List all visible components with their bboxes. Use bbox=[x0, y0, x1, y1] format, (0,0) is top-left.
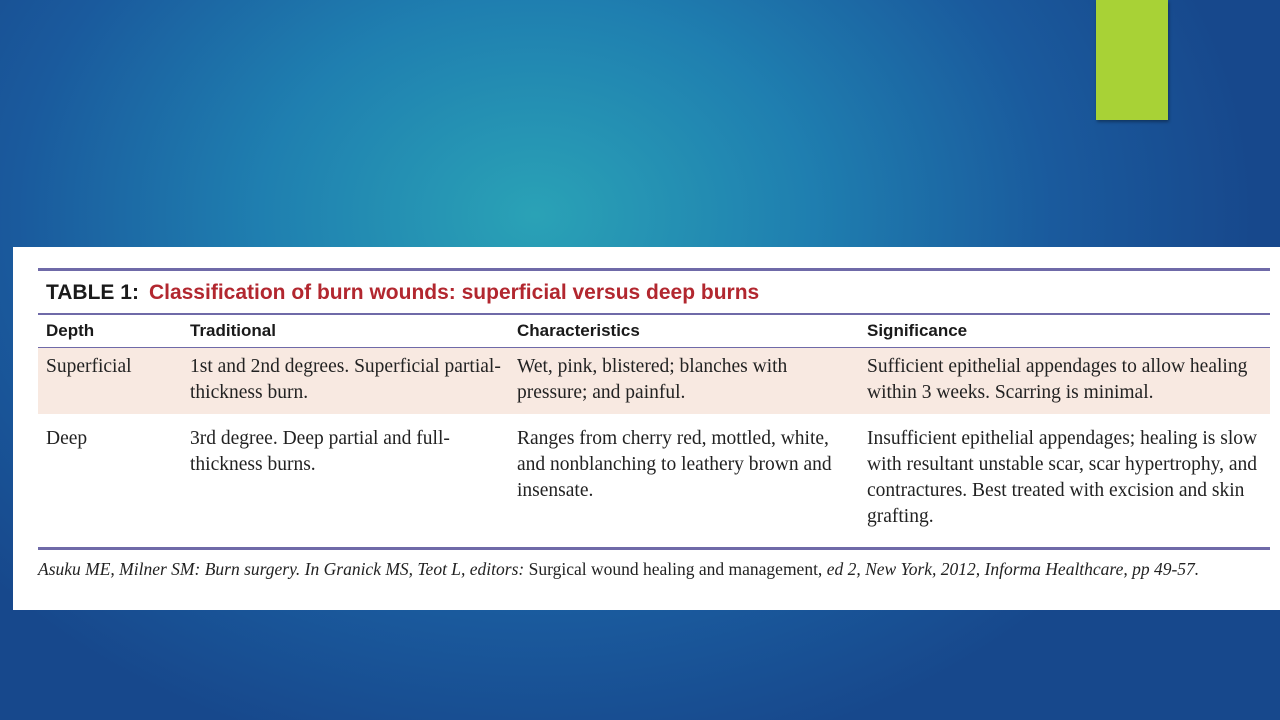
header-row bbox=[38, 315, 1270, 348]
burn-classification-table bbox=[38, 315, 1270, 547]
header-significance: Significance bbox=[859, 315, 1270, 348]
table-container bbox=[38, 268, 1270, 581]
cell-characteristics: Ranges from cherry red, mottled, white, and nonblanching to leathery brown and insensate. bbox=[517, 428, 832, 501]
citation-authors: Asuku ME, Milner SM: Burn surgery. In Granick MS, Teot L, editors: bbox=[38, 559, 525, 579]
cell-depth: Superficial bbox=[38, 348, 182, 415]
citation-book: Surgical wound healing and management, bbox=[528, 559, 823, 579]
table-image bbox=[13, 247, 1280, 610]
header-traditional: Traditional bbox=[182, 315, 509, 348]
table-label: TABLE 1: bbox=[46, 281, 139, 304]
citation-details: ed 2, New York, 2012, Informa Healthcare, pp 49-57. bbox=[826, 559, 1200, 579]
cell-traditional: 1st and 2nd degrees. Superficial partial-thickness burn. bbox=[182, 348, 509, 415]
cell-significance: Sufficient epithelial appendages to allow healing within 3 weeks. Scarring is minimal. bbox=[859, 348, 1270, 415]
source-citation bbox=[38, 550, 1270, 581]
table-row bbox=[38, 414, 1270, 547]
cell-characteristics: Wet, pink, blistered; blanches with pressure; and painful. bbox=[509, 348, 859, 415]
table-row bbox=[38, 348, 1270, 415]
cell-traditional: 3rd degree. Deep partial and full-thickness burns. bbox=[190, 428, 450, 475]
accent-bar bbox=[1096, 0, 1168, 120]
header-characteristics: Characteristics bbox=[509, 315, 859, 348]
table-caption bbox=[38, 271, 1270, 313]
cell-significance: Insufficient epithelial appendages; healing is slow with resultant unstable scar, scar hypertrophy, and contractures. Best treated with excision and skin grafting. bbox=[867, 428, 1258, 527]
cell-depth: Deep bbox=[46, 428, 88, 449]
header-depth: Depth bbox=[38, 315, 182, 348]
table-title: Classification of burn wounds: superficial versus deep burns bbox=[148, 281, 760, 304]
